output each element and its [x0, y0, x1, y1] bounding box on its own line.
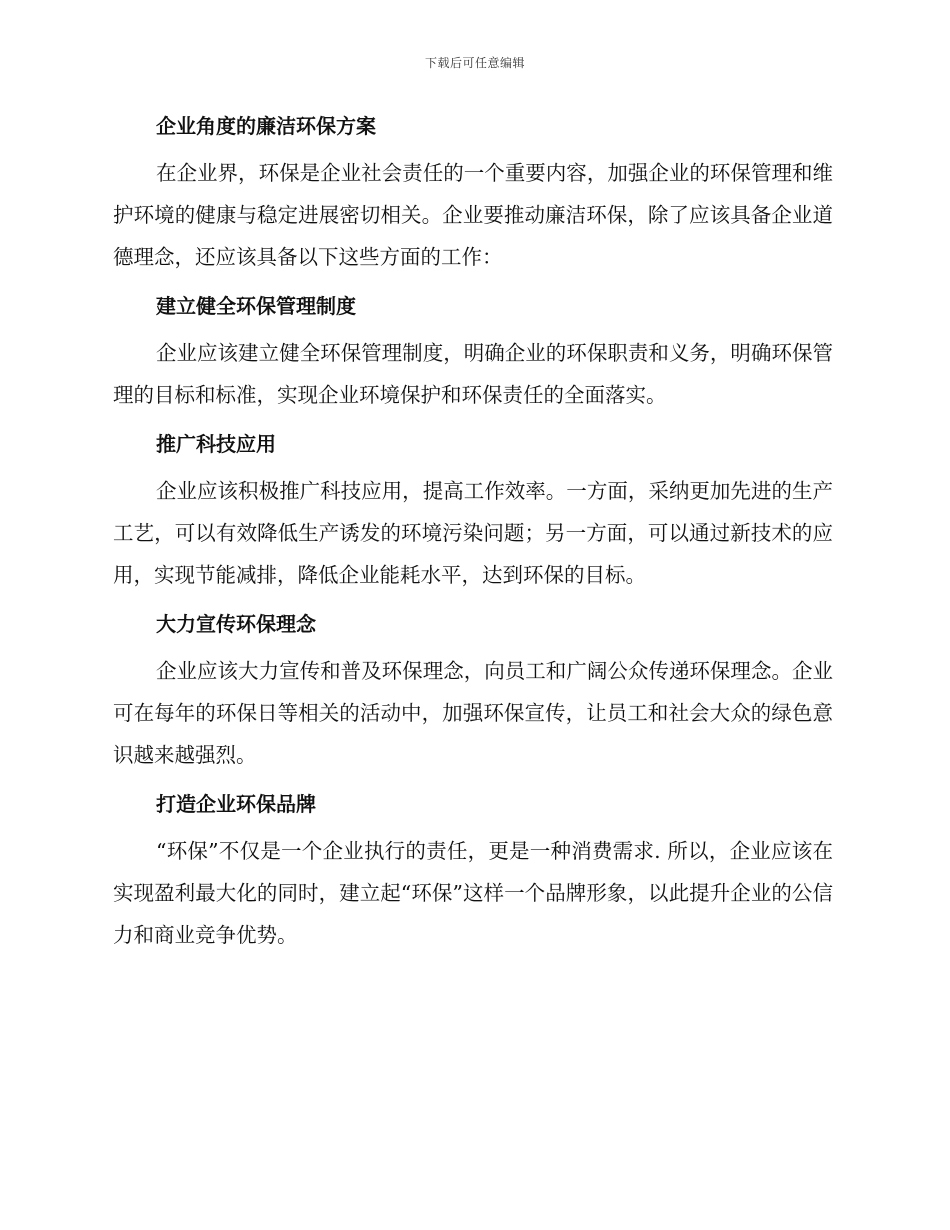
- section-paragraph: 企业应该建立健全环保管理制度，明确企业的环保职责和义务，明确环保管理的目标和标准，实现企业环境保护和环保责任的全面落实。: [113, 341, 833, 407]
- section-heading: 推广科技应用: [156, 432, 276, 456]
- section-heading: 大力宣传环保理念: [156, 612, 316, 636]
- section-heading: 企业角度的廉洁环保方案: [156, 114, 376, 138]
- section-heading: 建立健全环保管理制度: [156, 294, 356, 318]
- section-paragraph: “环保”不仅是一个企业执行的责任，更是一种消费需求. 所以，企业应该在实现盈利最大化的同时，建立起“环保”这样一个品牌形象，以此提升企业的公信力和商业竞争优势。: [113, 839, 833, 947]
- section-paragraph: 企业应该大力宣传和普及环保理念，向员工和广阔公众传递环保理念。企业可在每年的环保日等相关的活动中，加强环保宣传，让员工和社会大众的绿色意识越来越强烈。: [113, 659, 833, 767]
- section-paragraph: 企业应该积极推广科技应用，提高工作效率。一方面，采纳更加先进的生产工艺，可以有效降低生产诱发的环境污染问题；另一方面，可以通过新技术的应用，实现节能减排，降低企业能耗水平，达到环保的目标。: [113, 479, 833, 587]
- section-heading: 打造企业环保品牌: [156, 792, 316, 816]
- section-paragraph: 在企业界，环保是企业社会责任的一个重要内容，加强企业的环保管理和维护环境的健康与稳定进展密切相关。企业要推动廉洁环保，除了应该具备企业道德理念，还应该具备以下这些方面的工作：: [113, 161, 833, 269]
- document-body: [113, 106, 833, 964]
- page-header: 下载后可任意编辑: [424, 56, 525, 70]
